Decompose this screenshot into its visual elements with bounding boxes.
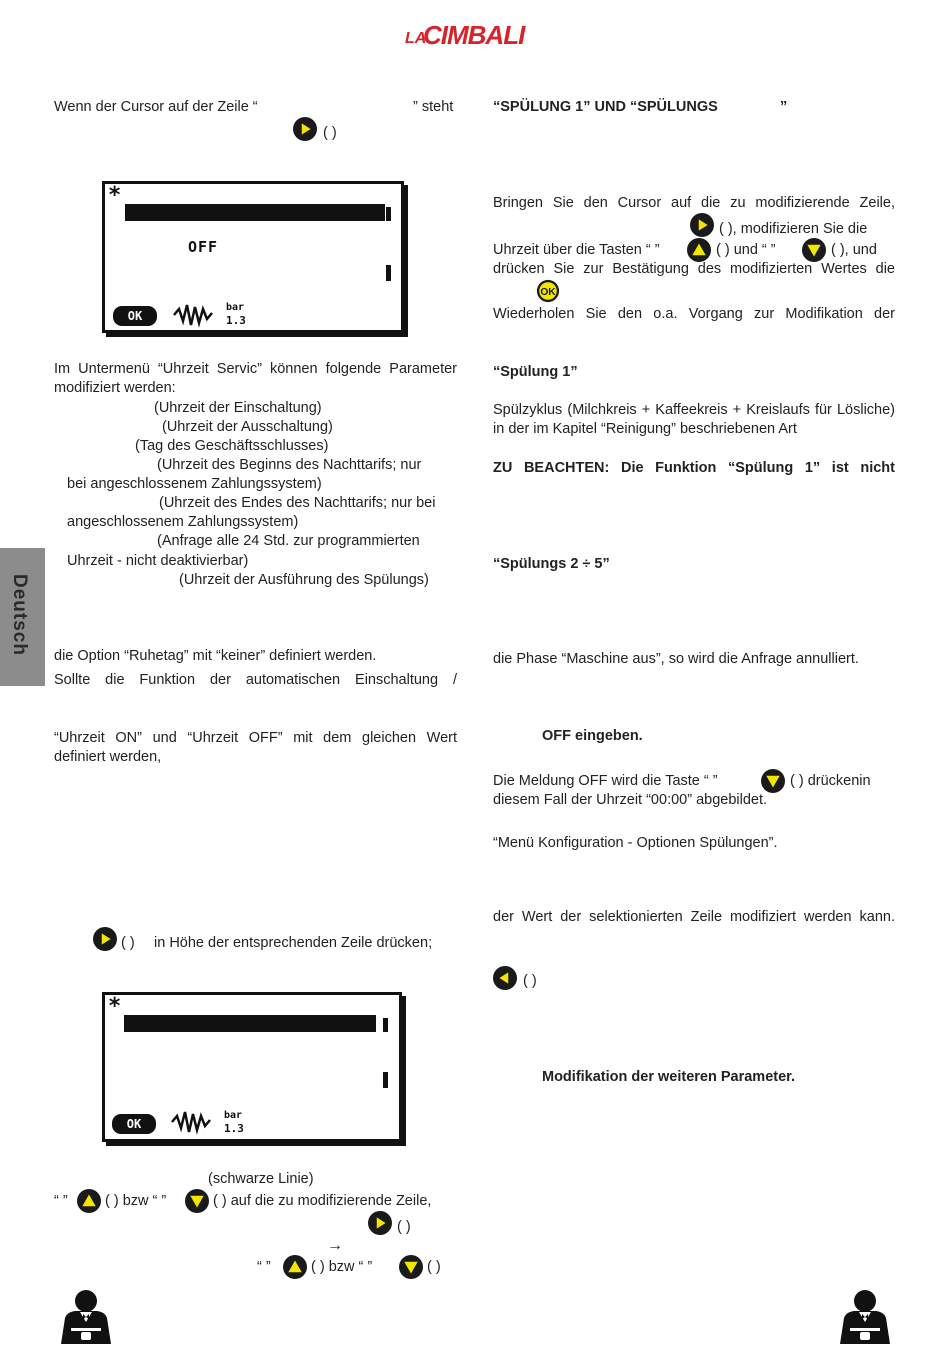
left-p7: (schwarze Linie) (208, 1171, 314, 1187)
left-p9: ( ) (397, 1219, 411, 1235)
language-tab-label: Deutsch (9, 574, 30, 656)
play-right-icon (292, 116, 318, 142)
right-h5: Modifikation der weiteren Parameter. (542, 1069, 796, 1085)
right-h3: “Spülungs 2 ÷ 5” (493, 556, 610, 572)
left-p1b: ” steht (413, 99, 454, 115)
param-rest-day: (Tag des Geschäftsschlusses) (135, 438, 329, 454)
right-p9c: diesem Fall der Uhrzeit “00:00” abgebildet. (493, 792, 768, 808)
param-rinse-time: (Uhrzeit der Ausführung des Spülungs) (179, 572, 429, 588)
lcd-selected-line (124, 1015, 376, 1032)
right-h1a: “SPÜLUNG 1” UND “SPÜLUNGS (493, 99, 718, 115)
back-left-icon (492, 965, 518, 991)
right-p3b: ( ) und “ ” (716, 242, 776, 258)
play-right-icon (689, 212, 715, 238)
param-request: (Anfrage alle 24 Std. zur programmierten (157, 533, 420, 549)
param-time-on: (Uhrzeit der Einschaltung) (154, 400, 322, 416)
right-p3c: ( ), und (831, 242, 877, 258)
right-p11: der Wert der selektionierten Zeile modifiziert werden kann. (493, 909, 895, 925)
language-tab[interactable] (0, 548, 45, 686)
left-p6b: in Höhe der entsprechenden Zeile drücken; (154, 935, 433, 951)
left-p5: “Uhrzeit ON” und “Uhrzeit OFF” mit dem gleichen Wert definiert werden, (54, 730, 457, 765)
left-p10a: “ ” (257, 1259, 271, 1275)
cimbali-logo (405, 20, 545, 54)
lcd-cursor-star: * (108, 183, 122, 208)
lcd-scroll-up (386, 207, 391, 221)
left-p10c: ( ) (427, 1259, 441, 1275)
lcd-scroll-down (383, 1072, 388, 1088)
right-p4: drücken Sie zur Bestätigung des modifizierten Wertes die (493, 261, 895, 277)
lcd-flow-wave-icon (172, 301, 216, 329)
param-night-end: (Uhrzeit des Endes des Nachttarifs; nur bei (159, 495, 436, 511)
logo-name: CIMBALI (423, 20, 525, 50)
arrow-up-icon (76, 1188, 102, 1214)
left-p10b: ( ) bzw “ ” (311, 1259, 373, 1275)
lcd-selected-line (125, 204, 385, 221)
lcd-scroll-up (383, 1018, 388, 1032)
lcd-flow-wave-icon (170, 1108, 214, 1136)
play-right-icon (92, 926, 118, 952)
waiter-icon (55, 1288, 117, 1344)
right-h2: “Spülung 1” (493, 364, 578, 380)
lcd-pressure-value: 1.3 (224, 1122, 244, 1135)
right-p8: die Phase “Maschine aus”, so wird die Anfrage annulliert. (493, 651, 859, 667)
right-p2: ( ), modifizieren Sie die (719, 221, 868, 237)
right-p9b: ( ) drückenin (790, 773, 871, 789)
arrow-down-icon (184, 1188, 210, 1214)
param-night-start-cont: bei angeschlossenem Zahlungssystem) (67, 476, 322, 492)
left-p2: Im Untermenü “Uhrzeit Servic” können folgende Parameter modifiziert werden: (54, 361, 457, 396)
arrow-down-icon (398, 1254, 424, 1280)
param-time-off: (Uhrzeit der Ausschaltung) (162, 419, 333, 435)
left-p6a: ( ) (121, 935, 135, 951)
left-p8b: ( ) bzw “ ” (105, 1193, 167, 1209)
arrow-glyph: → (327, 1237, 343, 1254)
lcd-cursor-star: * (108, 994, 122, 1019)
left-p1c: ( ) (323, 125, 337, 141)
left-p1a: Wenn der Cursor auf der Zeile “ (54, 99, 258, 115)
right-p5: Wiederholen Sie den o.a. Vorgang zur Modifikation der (493, 306, 895, 322)
right-h4: OFF eingeben. (542, 728, 643, 744)
lcd-ok-key: OK (112, 1114, 156, 1134)
right-p7: ZU BEACHTEN: Die Funktion “Spülung 1” ist nicht (493, 460, 895, 476)
right-p12: ( ) (523, 973, 537, 989)
param-night-end-cont: angeschlossenem Zahlungssystem) (67, 514, 299, 530)
left-p3: die Option “Ruhetag” mit “keiner” definiert werden. (54, 648, 377, 664)
left-p4: Sollte die Funktion der automatischen Einschaltung / (54, 672, 457, 688)
play-right-icon (367, 1210, 393, 1236)
param-night-start: (Uhrzeit des Beginns des Nachttarifs; nur (157, 457, 422, 473)
lcd-off-value: OFF (188, 238, 219, 256)
param-request-cont: Uhrzeit - nicht deaktivierbar) (67, 553, 249, 569)
right-h1b: ” (780, 99, 788, 115)
lcd-pressure-label: bar (224, 1110, 243, 1121)
left-p8a: “ ” (54, 1193, 68, 1209)
lcd-pressure-value: 1.3 (226, 314, 246, 327)
right-p6: Spülzyklus (Milchkreis + Kaffeekreis + Kreislaufs für Lösliche) in der im Kapitel “Reinigung” beschriebenen Art (493, 402, 895, 437)
lcd-ok-key: OK (113, 306, 157, 326)
left-p8c: ( ) auf die zu modifizierende Zeile, (213, 1193, 432, 1209)
lcd-pressure-label: bar (226, 302, 245, 313)
right-p3a: Uhrzeit über die Tasten “ ” (493, 242, 660, 258)
lcd-scroll-down (386, 265, 391, 281)
logo-la: LA (405, 30, 427, 47)
ok-icon (536, 279, 560, 303)
arrow-up-icon (282, 1254, 308, 1280)
right-p1: Bringen Sie den Cursor auf die zu modifizierende Zeile, (493, 195, 895, 211)
waiter-icon (834, 1288, 896, 1344)
right-p9a: Die Meldung OFF wird die Taste “ ” (493, 773, 718, 789)
right-p10: “Menü Konfiguration - Optionen Spülungen”. (493, 835, 778, 851)
